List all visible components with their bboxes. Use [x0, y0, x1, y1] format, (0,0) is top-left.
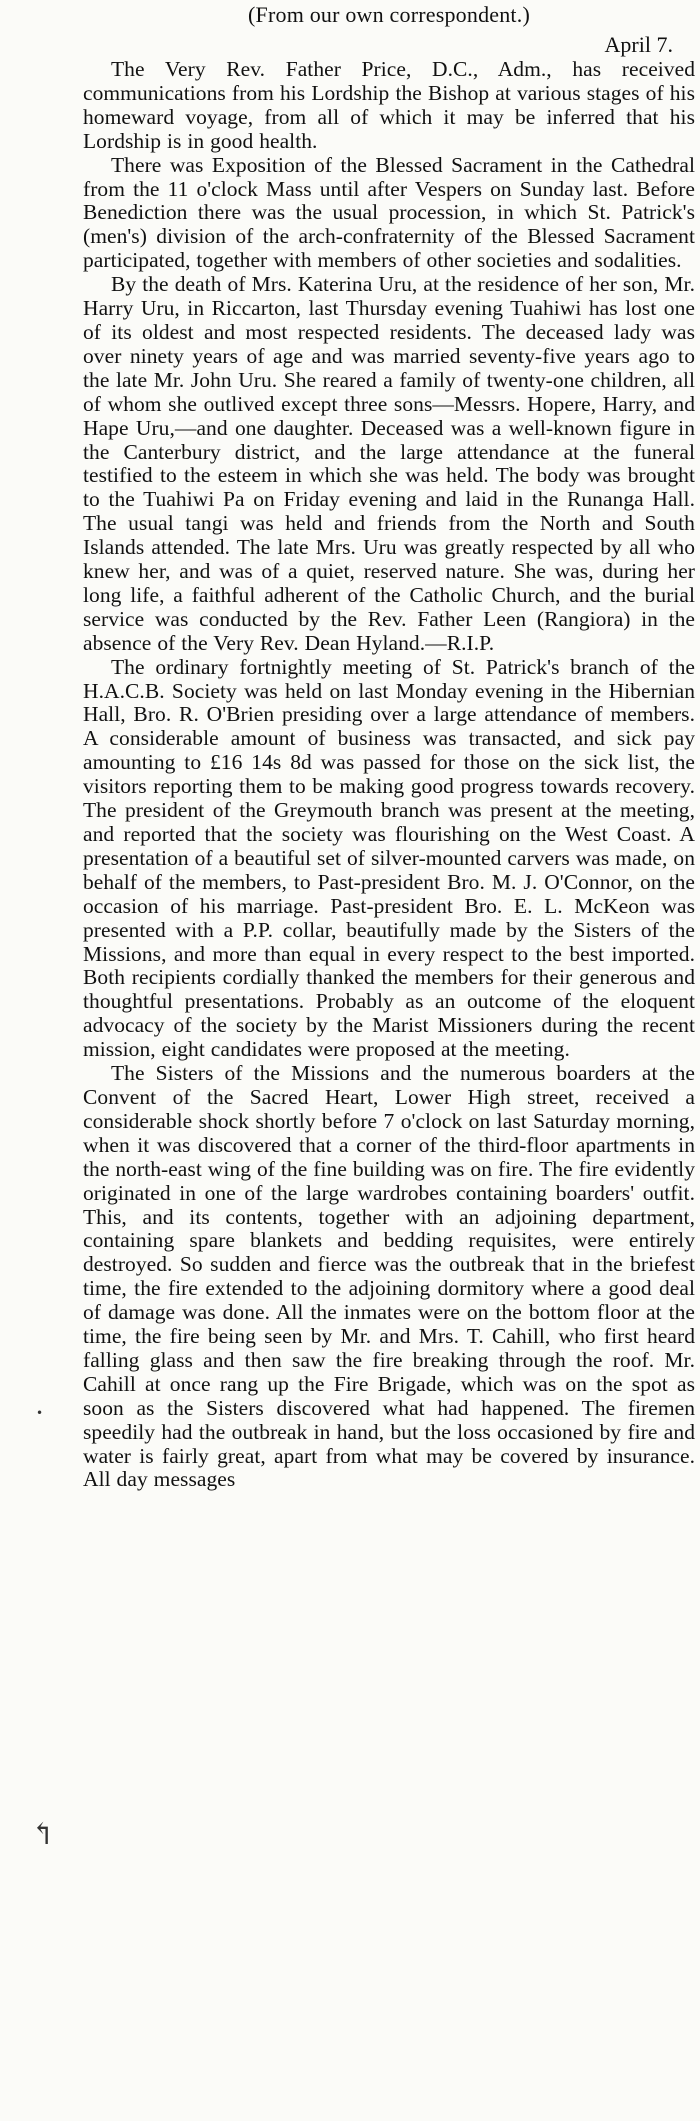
correspondent-dateline: (From our own correspondent.)	[248, 2, 530, 27]
paragraph-hacb-meeting: The ordinary fortnightly meeting of St. Patrick's branch of the H.A.C.B. Society was held on last Monday evening in the Hibernian Hall, Bro. R. O'Brien presiding over a large attendance of members. A considerable amount of business was transacted, and sick pay amounting to £16 14s 8d was passed for those on the sick list, the visitors reporting them to be making good progress towards recovery. The president of the Greymouth branch was present at the meeting, and reported that the society was flourishing on the West Coast. A presentation of a beautiful set of silver-mounted carvers was made, on behalf of the members, to Past-president Bro. M. J. O'Connor, on the occasion of his marriage. Past-president Bro. E. L. McKeon was presented with a P.P. collar, beautifully made by the Sisters of the Missions, and more than equal in every respect to the best imported. Both recipients cordially thanked the members for their generous and thoughtful presentations. Probably as an outcome of the eloquent advocacy of the society by the Marist Missioners during the recent mission, eight candidates were proposed at the meeting.	[83, 654, 695, 1062]
paragraph-bishop-voyage: The Very Rev. Father Price, D.C., Adm., has received communications from his Lordship the Bishop at various stages of his homeward voyage, from all of which it may be inferred that his Lordship is in good health.	[83, 57, 695, 153]
article-column	[83, 2, 695, 1492]
paragraph-obituary-uru: By the death of Mrs. Katerina Uru, at the residence of her son, Mr. Harry Uru, in Riccarton, last Thursday evening Tuahiwi has lost one of its oldest and most respected residents. The deceased lady was over ninety years of age and was married seventy-five years ago to the late Mr. John Uru. She reared a family of twenty-one children, all of whom she outlived except three sons—Messrs. Hopere, Harry, and Hape Uru,—and one daughter. Deceased was a well-known figure in the Canterbury district, and the large attendance at the funeral testified to the esteem in which she was held. The body was brought to the Tuahiwi Pa on Friday evening and laid in the Runanga Hall. The usual tangi was held and friends from the North and South Islands attended. The late Mrs. Uru was greatly respected by all who knew her, and was of a quiet, reserved nature. She was, during her long life, a faithful adherent of the Catholic Church, and the burial service was conducted by the Rev. Father Leen (Rangiora) in the absence of the Very Rev. Dean Hyland.—R.I.P.	[83, 272, 695, 655]
article-date: April 7.	[604, 32, 673, 57]
paragraph-convent-fire: The Sisters of the Missions and the numerous boarders at the Convent of the Sacred Heart, Lower High street, received a considerable shock shortly before 7 o'clock on last Saturday morning, when it was discovered that a corner of the third-floor apartments in the north-east wing of the fine building was on fire. The fire evidently originated in one of the large wardrobes containing boarders' outfit. This, and its contents, together with an adjoining department, containing spare blankets and bedding requisites, were entirely destroyed. So sudden and fierce was the outbreak that in the briefest time, the fire extended to the adjoining dormitory where a good deal of damage was done. All the inmates were on the bottom floor at the time, the fire being seen by Mr. and Mrs. T. Cahill, who first heard falling glass and then saw the fire breaking through the roof. Mr. Cahill at once rang up the Fire Brigade, which was on the spot as soon as the Sisters discovered what had happened. The firemen speedily had the outbreak in hand, but the loss occasioned by fire and water is fairly great, apart from what may be covered by insurance. All day messages	[83, 1061, 695, 1492]
margin-dot-mark: •	[36, 1406, 44, 1420]
margin-handwritten-mark: ↰	[30, 1817, 56, 1852]
paragraph-exposition: There was Exposition of the Blessed Sacrament in the Cathedral from the 11 o'clock Mass until after Vespers on Sunday last. Before Benediction there was the usual procession, in which St. Patrick's (men's) division of the arch-confraternity of the Blessed Sacrament participated, together with members of other societies and sodalities.	[83, 152, 695, 273]
